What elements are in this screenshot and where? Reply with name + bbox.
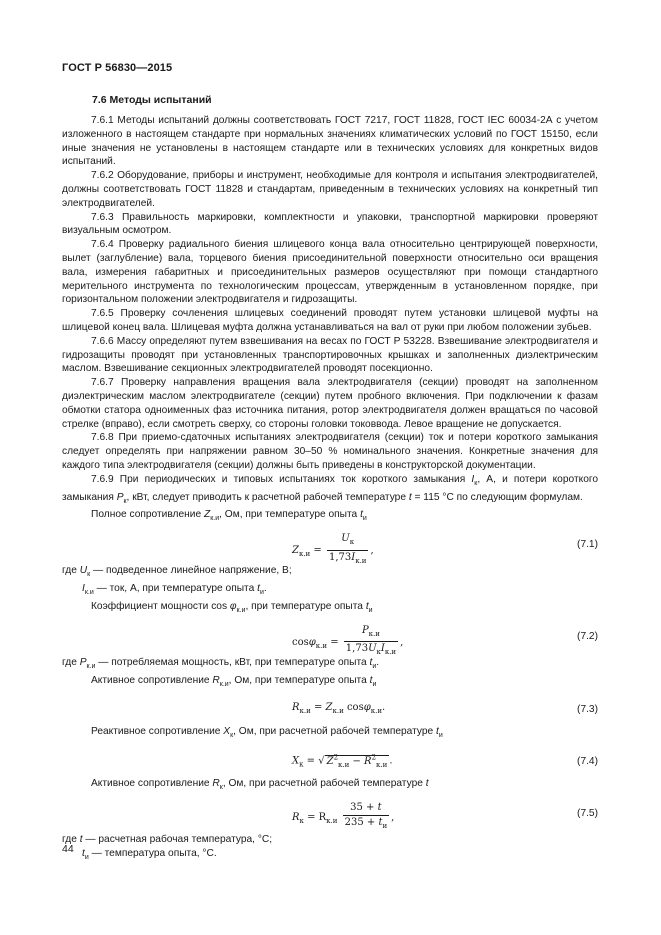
paragraph-7-6-3: 7.6.3 Правильность маркировки, комплектности и упаковки, транспортной маркировки проверяют визуальным осмотром.	[62, 211, 598, 237]
formula-number: (7.1)	[577, 539, 598, 551]
reactive-resistance-line: Реактивное сопротивление $X_к$, Ом, при расчетной рабочей температуре $t_и$	[91, 726, 443, 740]
page-number: 44	[62, 843, 74, 855]
document-body	[62, 114, 598, 865]
paragraph-7-6-7: 7.6.7 Проверку направления вращения вала электродвигателя (секции) проводят на заполненном диэлектрическим маслом электродвигателе (секции) путем пробного включения. При подключении к фазам обмотки статора одноименных фаз источника питания, ротор электродвигателя должен вращаться по часовой стрелке (вправо), если смотреть сверху, со стороны головки токоввода. Левое вращение не допускается.	[62, 377, 598, 430]
where-ik: $I_{к.и}$ — ток, А, при температуре опыта $t_и$.	[82, 583, 267, 597]
formula-7-4: $X_к$ = √ $Z^2_{к.и} - R^2_{к.и}$ . (7.4)	[292, 753, 598, 769]
full-resistance-line: Полное сопротивление $Z_{к.и}$, Ом, при температуре опыта $t_и$	[91, 509, 367, 523]
paragraph-7-6-4: 7.6.4 Проверку радиального биения шлицевого конца вала относительно центрирующей поверхности, вылет (заглубление) вала, торцевого биения присоединительной поверхности относительно оси вращения вала, измерения габаритных и присоединительных размеров осуществляют при помощи стандартного мерительного инструмента по технологическим процессам, утвержденным в установленном порядке, при горизонтальном положении электродвигателя и гидрозащиты.	[62, 239, 598, 306]
active-calc-line: Активное сопротивление $R_к$, Ом, при расчетной рабочей температуре t	[91, 778, 429, 792]
formula-7-5: $R_к = R_{к.и}$ $\frac{35 + t}{235 + t_и}$ , (7.5)	[292, 802, 598, 830]
where-t: где t — расчетная рабочая температура, °С;	[62, 834, 273, 845]
document-header: ГОСТ Р 56830—2015	[62, 62, 173, 74]
paragraph-7-6-8: 7.6.8 При приемо-сдаточных испытаниях электродвигателя (секции) ток и потери короткого замыкания следует определять при напряжении равном 30–50 % номинального значения. Конкретные значения для каждого типа электродвигателя (секции) должны быть приведены в конструкторской документации.	[62, 432, 598, 471]
active-resistance-line: Активное сопротивление $R_{к.и}$, Ом, при температуре опыта $t_и$	[91, 674, 377, 688]
formula-7-2: cosφ$_{к.и}$ = $\frac{P_{к.и}}{1,73U_кI_{к.и}}$ , (7.2)	[292, 624, 598, 657]
paragraph-7-6-2: 7.6.2 Оборудование, приборы и инструмент, необходимые для контроля и испытания электродвигателей, должны соответствовать ГОСТ 11828 и стандартам, приведенным в технических условиях на конкретный тип электродвигателей.	[62, 170, 598, 209]
formula-number: (7.4)	[577, 756, 598, 768]
section-title: 7.6 Методы испытаний	[92, 94, 212, 106]
paragraph-7-6-6: 7.6.6 Массу определяют путем взвешивания на весах по ГОСТ Р 53228. Взвешивание электродвигателя и гидрозащиты проводят при установленных транспортировочных крышках и заполненных диэлектрическим маслом. Взвешивание секционных электродвигателей проводят посекционно.	[62, 335, 598, 375]
where-pk: где $P_{к.и}$ — потребляемая мощность, кВт, при температуре опыта $t_и$.	[62, 656, 380, 670]
power-factor-line: Коэффициент мощности $\cos \varphi_{к.и}$, при температуре опыта $t_и$	[91, 600, 373, 614]
paragraph-7-6-9: 7.6.9 При периодических и типовых испытаниях ток короткого замыкания $I_к$, А, и потери короткого замыкания $P_к$, кВт, следует приводить к расчетной рабочей температуре t = 115 °С по следующим формулам.	[62, 473, 599, 505]
formula-number: (7.3)	[577, 704, 598, 716]
formula-number: (7.2)	[577, 630, 598, 642]
paragraph-7-6-5: 7.6.5 Проверку сочленения шлицевых соединений проводят путем установки шлицевой муфты на шлицевой конец вала. Шлицевая муфта должна устанавливаться на вал от руки при любом положении зубьев.	[62, 308, 598, 333]
where-ti: $t_и$ — температура опыта, °С.	[82, 847, 217, 861]
formula-number: (7.5)	[577, 808, 598, 819]
formula-7-1: $Z_{к.и}$ = $\frac{U_к}{1,73I_{к.и}}$ , (7.1)	[292, 533, 598, 565]
paragraph-7-6-1: 7.6.1 Методы испытаний должны соответствовать ГОСТ 7217, ГОСТ 11828, ГОСТ IEC 60034-2А с учетом изложенного в настоящем стандарте при нормальных значениях климатических условий по ГОСТ 15150, если иные значения не установлены в настоящем стандарте или в технических условиях для конкретных видов испытаний.	[62, 115, 598, 168]
formula-7-3: $R_{к.и} = Z_{к.и}$ cosφ$_{к.и}$. (7.3)	[292, 702, 598, 716]
where-uk: где $U_к$ — подведенное линейное напряжение, В;	[62, 565, 292, 579]
